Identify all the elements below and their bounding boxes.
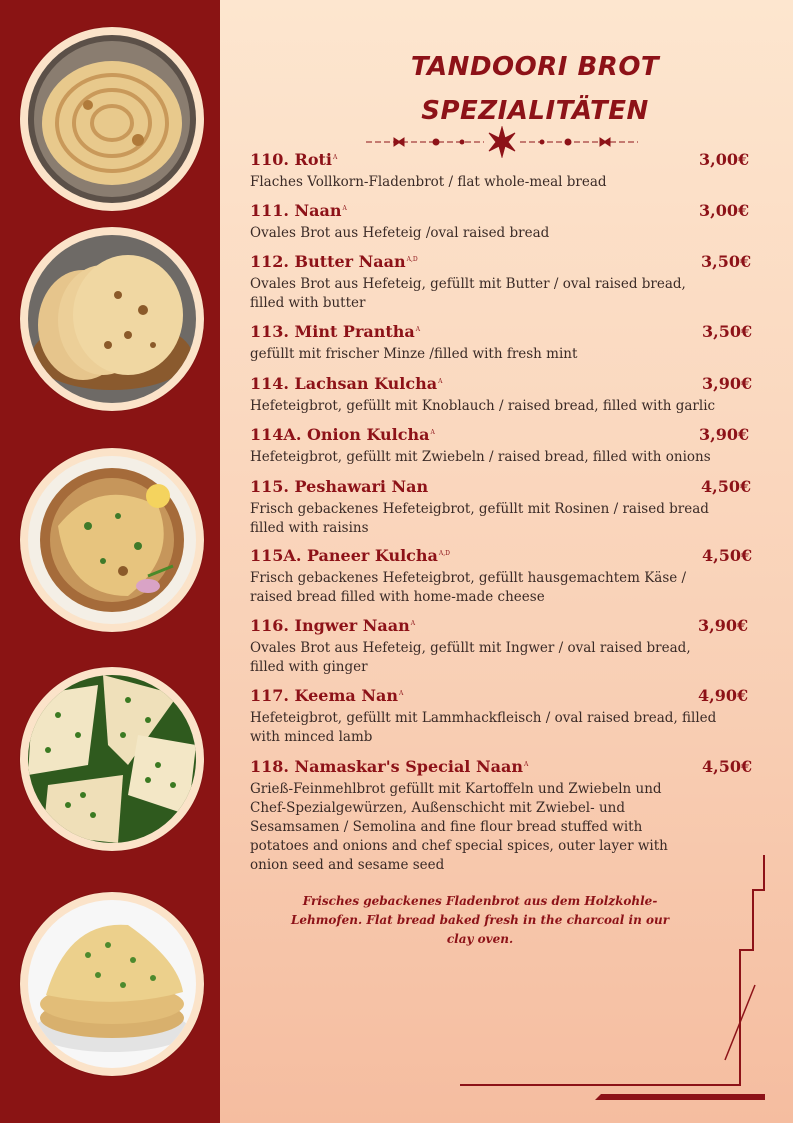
item-description: Frisch gebackenes Hefeteigbrot, gefüllt mit Rosinen / raised bread filled with raisins [250, 501, 709, 536]
item-price: 4,90€ [698, 686, 749, 705]
item-price: 3,90€ [698, 616, 749, 635]
item-name: 114. Lachsan Kulcha$^A$ [250, 374, 443, 393]
allergen-code: A [410, 619, 416, 627]
paratha-bread-photo [20, 27, 204, 211]
menu-item [250, 616, 755, 677]
corner-lines-decoration [455, 850, 775, 1110]
item-price: 3,90€ [699, 425, 750, 444]
herb-naan-slices-photo [20, 667, 204, 851]
item-price: 3,90€ [702, 374, 753, 393]
item-price: 4,50€ [702, 546, 753, 565]
menu-title-line2: SPEZIALITÄTEN [421, 96, 649, 126]
footer-note: Frisches gebackenes Fladenbrot aus dem Holzkohle-Lehmofen. Flat bread baked fresh in the charcoal in our clay oven. [290, 894, 670, 946]
item-description: Hefeteigbrot, gefüllt mit Knoblauch / raised bread, filled with garlic [250, 398, 716, 414]
item-description: Ovales Brot aus Hefeteig, gefüllt mit Butter / oval raised bread, filled with butter [250, 276, 686, 311]
menu-item [250, 477, 755, 538]
item-price: 3,50€ [702, 322, 753, 341]
allergen-code: A [415, 325, 421, 333]
item-description: Grieß-Feinmehlbrot gefüllt mit Kartoffeln und Zwiebeln und Chef-Spezialgewürzen, Außenschicht mit Zwiebel- und Sesamsamen / Semolina and fine flour bread stuffed with potatoes and onions and chef special spices, outer layer with onion seed and sesame seed [250, 781, 668, 873]
item-name: 114A. Onion Kulcha$^A$ [250, 425, 435, 444]
item-name: 115. Peshawari Nan [250, 477, 429, 496]
allergen-code: A [438, 377, 443, 385]
item-name: 118. Namaskar's Special Naan$^A$ [250, 757, 529, 776]
allergen-code: A [430, 428, 435, 436]
item-price: 4,50€ [702, 757, 753, 776]
menu-title [330, 45, 740, 133]
item-price: 3,00€ [699, 201, 750, 220]
item-name: 117. Keema Nan$^A$ [250, 686, 404, 705]
item-price: 3,50€ [701, 252, 752, 271]
item-name: 112. Butter Naan$^{A,D}$ [250, 252, 418, 271]
item-name: 116. Ingwer Naan$^A$ [250, 616, 416, 635]
menu-item [250, 201, 755, 243]
item-description: Ovales Brot aus Hefeteig, gefüllt mit Ingwer / oval raised bread, filled with ginger [250, 640, 691, 675]
garlic-naan-platter-photo [20, 448, 204, 632]
allergen-code: A,D [438, 549, 450, 557]
menu-item [250, 150, 755, 192]
item-description: Hefeteigbrot, gefüllt mit Zwiebeln / raised bread, filled with onions [250, 449, 711, 465]
stacked-naan-photo [20, 892, 204, 1076]
naan-basket-photo [20, 227, 204, 411]
item-name: 113. Mint Prantha$^A$ [250, 322, 421, 341]
menu-item [250, 425, 755, 467]
menu-item [250, 252, 755, 313]
item-description: Frisch gebackenes Hefeteigbrot, gefüllt hausgemachtem Käse / raised bread filled with home-made cheese [250, 570, 687, 605]
item-description: Flaches Vollkorn-Fladenbrot / flat whole-meal bread [250, 174, 607, 190]
item-price: 4,50€ [701, 477, 752, 496]
menu-item [250, 546, 755, 607]
item-description: gefüllt mit frischer Minze /filled with fresh mint [250, 346, 578, 362]
allergen-code: A,D [406, 255, 418, 263]
item-name: 111. Naan$^A$ [250, 201, 347, 220]
item-name: 110. Roti$^A$ [250, 150, 338, 169]
item-price: 3,00€ [699, 150, 750, 169]
allergen-code: A [342, 204, 347, 212]
menu-item [250, 322, 755, 364]
item-description: Ovales Brot aus Hefeteig /oval raised bread [250, 225, 550, 241]
allergen-code: A [523, 760, 529, 768]
allergen-code: A [332, 153, 338, 161]
menu-item [250, 686, 755, 747]
allergen-code: A [398, 689, 404, 697]
item-name: 115A. Paneer Kulcha$^{A,D}$ [250, 546, 450, 565]
item-description: Hefeteigbrot, gefüllt mit Lammhackfleisch / oval raised bread, filled with minced lamb [250, 710, 717, 745]
menu-item [250, 374, 755, 416]
menu-title-line1: TANDOORI BROT [410, 52, 660, 82]
